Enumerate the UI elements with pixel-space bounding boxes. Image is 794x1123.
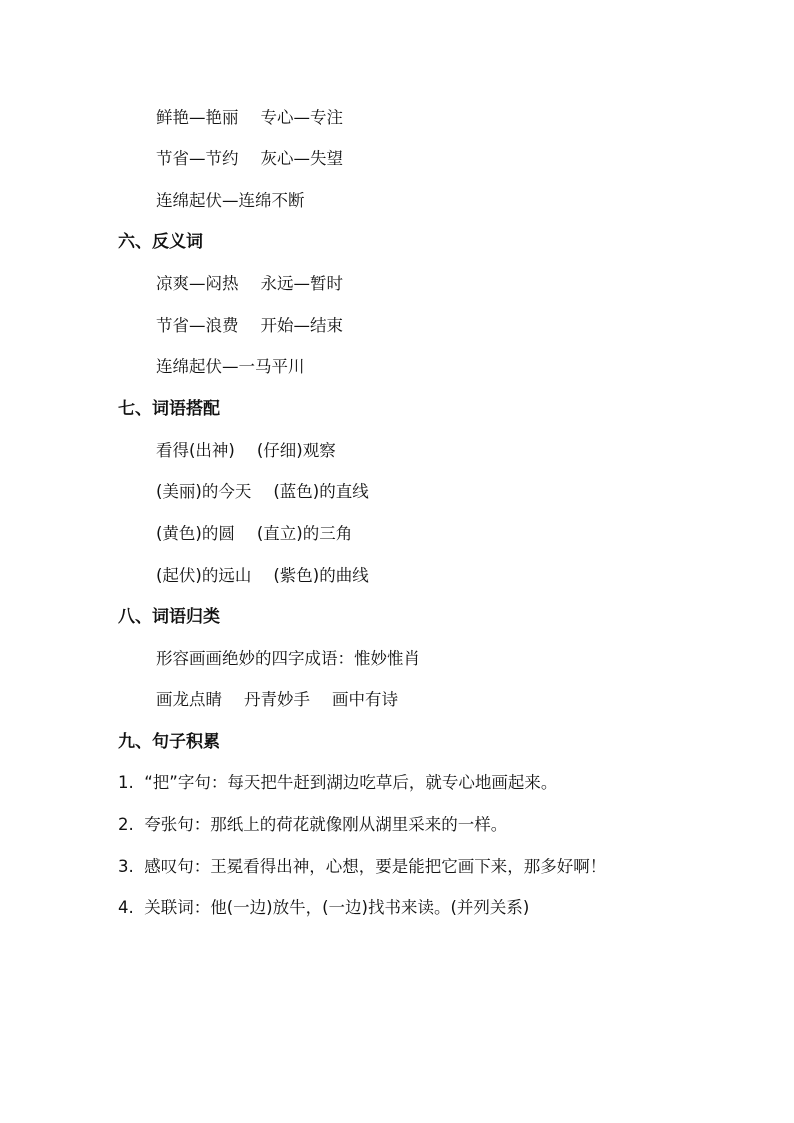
sentence-number: 3. xyxy=(118,857,134,876)
collocation-item: 看得(出神) xyxy=(156,441,235,460)
antonym-pair: 永远—暂时 xyxy=(260,274,343,293)
antonym-line-1 xyxy=(156,273,343,295)
idiom-item: 画龙点睛 xyxy=(156,690,222,709)
synonym-pair: 节省—节约 xyxy=(156,149,239,168)
sentence-number: 2. xyxy=(118,815,134,834)
collocation-line-2 xyxy=(156,481,369,503)
sentences-heading: 九、句子积累 xyxy=(118,732,220,752)
antonym-line-3 xyxy=(156,356,305,378)
sentence-number: 4. xyxy=(118,898,134,917)
sentence-text: 关联词：他(一边)放牛，(一边)找书来读。(并列关系) xyxy=(144,898,530,917)
collocation-line-1 xyxy=(156,440,336,462)
sentence-text: 夸张句：那纸上的荷花就像刚从湖里采来的一样。 xyxy=(144,815,508,834)
antonym-pair: 凉爽—闷热 xyxy=(156,274,239,293)
sentence-item-2 xyxy=(118,814,507,836)
synonym-line-3 xyxy=(156,190,305,212)
collocation-item: (起伏)的远山 xyxy=(156,566,252,585)
collocation-item: (黄色)的圆 xyxy=(156,524,235,543)
sentence-item-1 xyxy=(118,772,557,794)
synonym-pair: 专心—专注 xyxy=(260,108,343,127)
antonym-pair: 连绵起伏—一马平川 xyxy=(156,357,305,376)
synonym-pair: 鲜艳—艳丽 xyxy=(156,108,239,127)
collocation-item: (仔细)观察 xyxy=(256,441,336,460)
antonym-line-2 xyxy=(156,315,343,337)
synonym-line-1 xyxy=(156,107,343,129)
classification-heading: 八、词语归类 xyxy=(118,607,220,627)
sentence-number: 1. xyxy=(118,773,134,792)
antonym-pair: 开始—结束 xyxy=(260,316,343,335)
idiom-list xyxy=(156,689,398,711)
collocation-item: (美丽)的今天 xyxy=(156,482,252,501)
synonym-line-2 xyxy=(156,148,343,170)
collocation-item: (蓝色)的直线 xyxy=(273,482,369,501)
sentence-text: 感叹句：王冕看得出神，心想，要是能把它画下来，那多好啊！ xyxy=(144,857,607,876)
synonym-pair: 灰心—失望 xyxy=(260,149,343,168)
sentence-item-4 xyxy=(118,897,529,919)
collocation-line-4 xyxy=(156,565,369,587)
idiom-item: 丹青妙手 xyxy=(244,690,310,709)
sentence-item-3 xyxy=(118,856,606,878)
antonym-pair: 节省—浪费 xyxy=(156,316,239,335)
collocation-item: (直立)的三角 xyxy=(256,524,353,543)
collocation-item: (紫色)的曲线 xyxy=(273,566,369,585)
collocation-line-3 xyxy=(156,523,352,545)
classification-intro: 形容画画绝妙的四字成语：惟妙惟肖 xyxy=(156,649,420,668)
synonym-pair: 连绵起伏—连绵不断 xyxy=(156,191,305,210)
antonyms-heading: 六、反义词 xyxy=(118,232,203,252)
idiom-item: 画中有诗 xyxy=(332,690,398,709)
collocations-heading: 七、词语搭配 xyxy=(118,399,220,419)
sentence-text: “把”字句：每天把牛赶到湖边吃草后，就专心地画起来。 xyxy=(144,773,558,792)
